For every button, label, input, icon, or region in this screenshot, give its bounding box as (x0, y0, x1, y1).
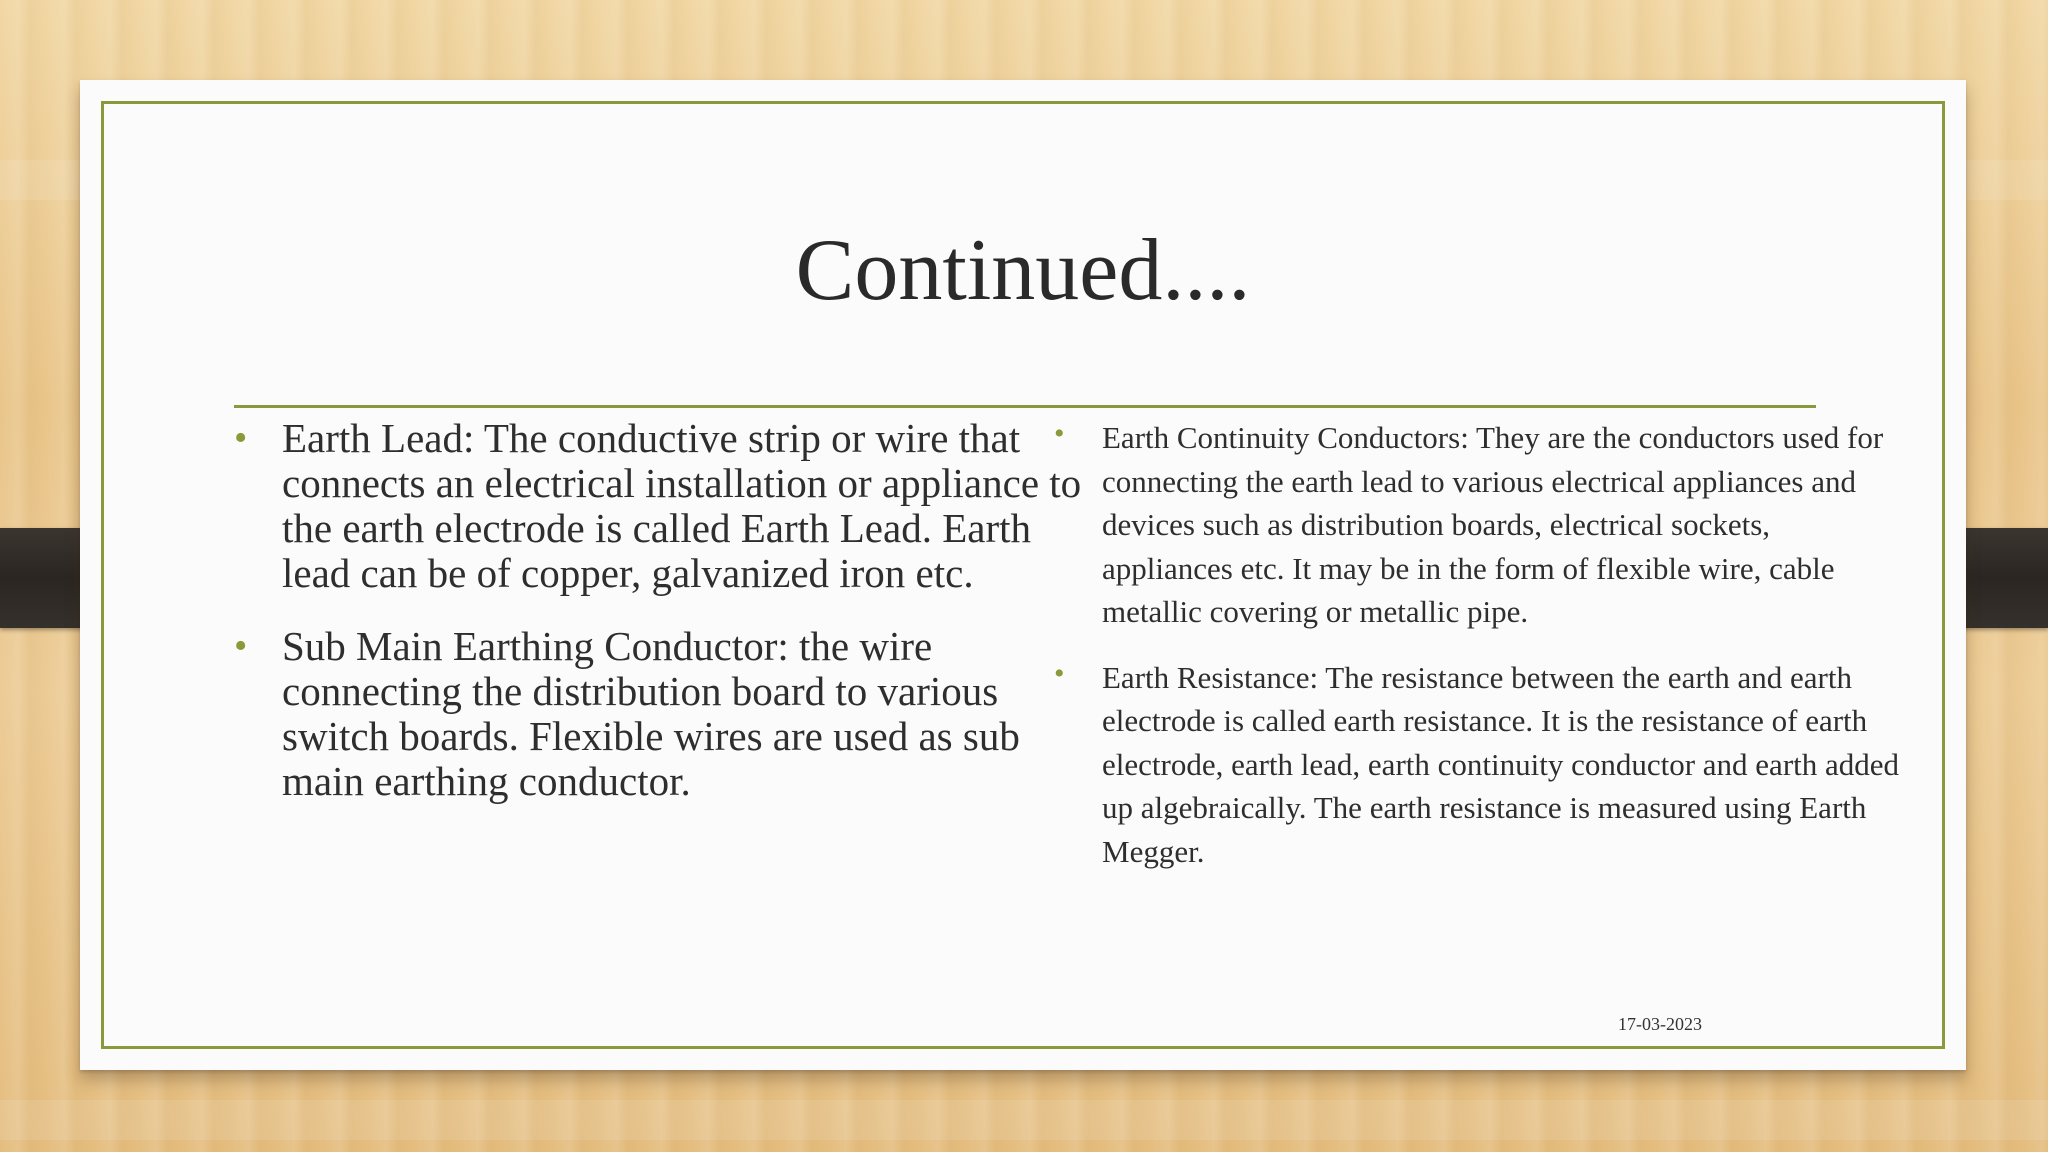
bullet-icon: • (234, 417, 248, 459)
wood-grain-band (0, 1100, 2048, 1140)
bullet-text: Earth Continuity Conductors: They are the conductors used for connecting the earth lead to various electrical appliances and devices such as distribution boards, electrical sockets, appliances etc. It may be in the form of flexible wire, cable metallic covering or metallic pipe. (1102, 420, 1884, 629)
slide-paper (80, 80, 1966, 1070)
right-bullet-list (1054, 416, 1904, 895)
slide-date: 17-03-2023 (1618, 1014, 1702, 1034)
list-item (1054, 416, 1904, 634)
bullet-icon: • (234, 625, 248, 667)
list-item (234, 416, 1084, 596)
left-bullet-list (234, 416, 1084, 832)
bullet-icon: • (1054, 417, 1065, 450)
bullet-text: Earth Lead: The conductive strip or wire that connects an electrical installation or appliance to the earth electrode is called Earth Lead. Earth lead can be of copper, galvanized iron etc. (282, 415, 1082, 596)
bullet-text: Earth Resistance: The resistance between the earth and earth electrode is called earth resistance. It is the resistance of earth electrode, earth lead, earth continuity conductor and earth added up algebraically. The earth resistance is measured using Earth Megger. (1102, 659, 1900, 869)
list-item (234, 624, 1084, 804)
bullet-text: Sub Main Earthing Conductor: the wire connecting the distribution board to various switch boards. Flexible wires are used as sub main earthing conductor. (282, 623, 1020, 804)
title-divider (234, 405, 1816, 408)
list-item (1054, 656, 1904, 874)
slide-title: Continued.... (795, 222, 1251, 319)
bullet-icon: • (1054, 656, 1065, 690)
